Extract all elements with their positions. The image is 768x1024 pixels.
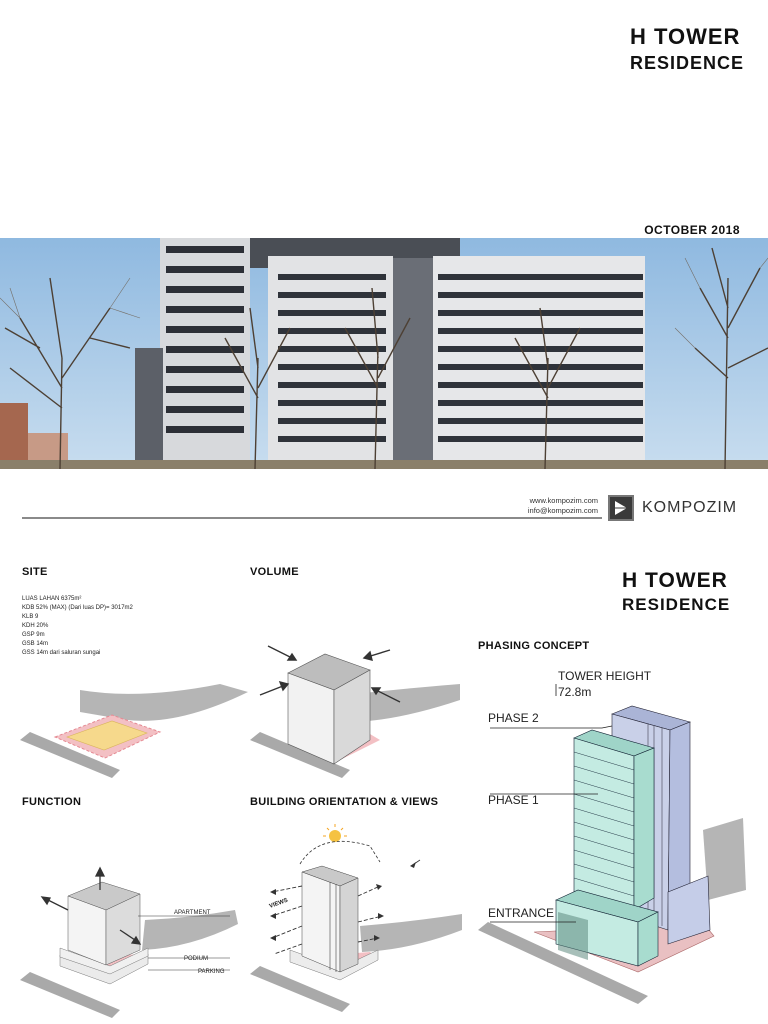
site-diagram	[20, 670, 250, 780]
volume-diagram	[250, 640, 465, 780]
spec-item: GSS 14m dari saluran sungai	[22, 650, 101, 656]
spec-item: KDB 52% (MAX) (Dari luas DP)= 3017m2	[22, 605, 133, 611]
cover-divider	[22, 517, 602, 519]
panel-title-line1: H TOWER	[622, 569, 728, 592]
logo-text: KOMPOZIM	[642, 499, 738, 516]
views-label: VIEWS	[268, 897, 289, 910]
cover-title-line1: H TOWER	[629, 24, 741, 49]
panel-title	[622, 570, 730, 613]
cover-photo	[0, 238, 768, 469]
north-arrow-icon	[410, 860, 420, 868]
spec-item: GSP 9m	[22, 632, 45, 638]
contact-info	[528, 496, 598, 516]
phase1-label: PHASE 1	[488, 793, 539, 807]
spec-item: GSB 14m	[22, 641, 49, 647]
tower-height-label: TOWER HEIGHT	[558, 669, 652, 683]
cover-title-line2: RESIDENCE	[629, 53, 744, 73]
apartment-label: APARTMENT	[174, 910, 211, 916]
orientation-heading: BUILDING ORIENTATION & VIEWS	[250, 796, 439, 808]
panel-title-line2: RESIDENCE	[622, 595, 731, 614]
tower-height-value: 72.8m	[558, 685, 592, 699]
phase2-label: PHASE 2	[488, 711, 539, 725]
site-specs-list	[22, 595, 133, 658]
parking-label: PARKING	[198, 969, 225, 975]
site-heading: SITE	[22, 566, 48, 578]
kompozim-mark-icon	[608, 495, 634, 521]
phasing-heading: PHASING CONCEPT	[478, 640, 590, 652]
spec-item: KLB 9	[22, 614, 39, 620]
function-heading: FUNCTION	[22, 796, 82, 808]
cover-title	[630, 26, 744, 72]
podium-label: PODIUM	[184, 956, 208, 962]
function-labels	[160, 904, 230, 976]
spec-item: LUAS LAHAN 6375m²	[22, 596, 82, 602]
cover-date: OCTOBER 2018	[644, 223, 740, 237]
entrance-label: ENTRANCE	[488, 906, 555, 920]
volume-heading: VOLUME	[250, 566, 299, 578]
orientation-diagram	[250, 826, 465, 1016]
phasing-labels	[478, 660, 768, 940]
website-text: www.kompozim.com	[529, 496, 598, 505]
spec-item: KDH 20%	[22, 623, 49, 629]
kompozim-logo	[608, 492, 766, 524]
email-text: info@kompozim.com	[527, 506, 598, 515]
